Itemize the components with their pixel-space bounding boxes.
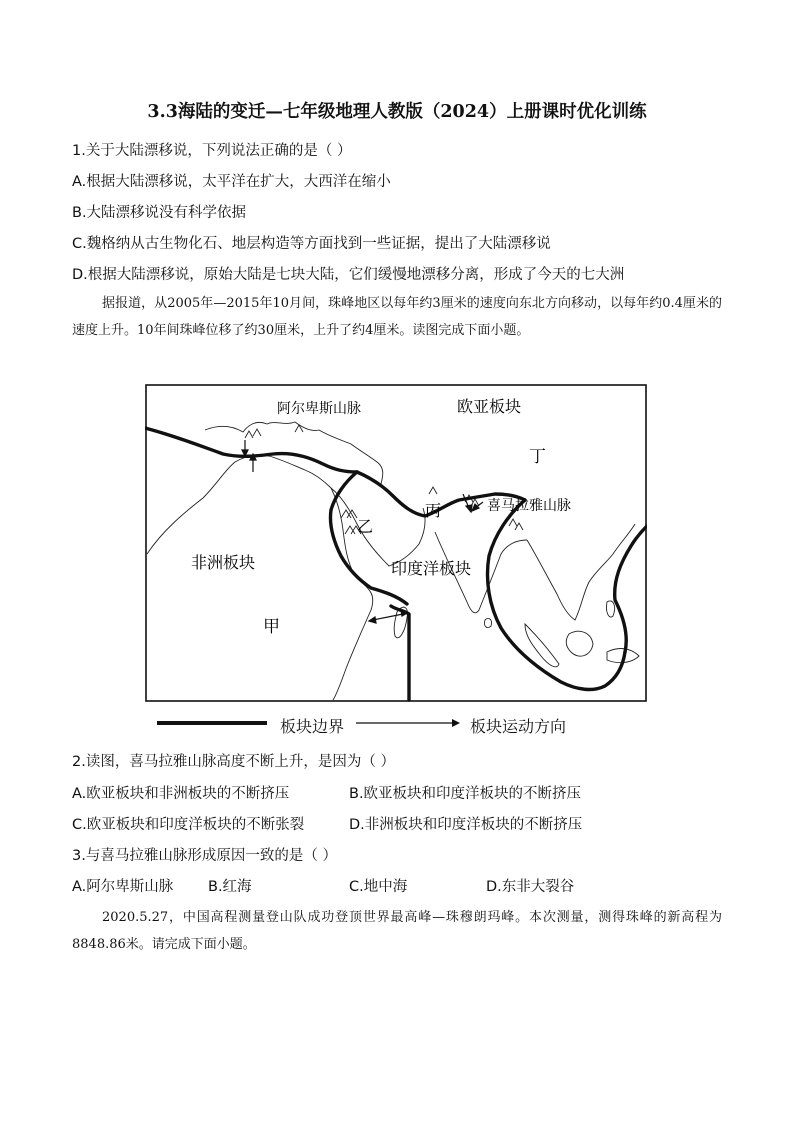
legend-boundary-label: 板块边界 xyxy=(280,717,345,736)
passage-1 xyxy=(72,290,722,344)
legend-motion-label: 板块运动方向 xyxy=(470,717,567,736)
label-bing: 丙 xyxy=(425,501,442,520)
label-africa-plate: 非洲板块 xyxy=(191,553,256,572)
label-yi: 乙 xyxy=(357,517,374,536)
q2-option-b: B.欧亚板块和印度洋板块的不断挤压 xyxy=(349,786,582,802)
q3-option-c: C.地中海 xyxy=(349,879,408,895)
q2-option-c: C.欧亚板块和印度洋板块的不断张裂 xyxy=(72,817,305,833)
q3-option-d: D.东非大裂谷 xyxy=(486,879,575,895)
passage-1-text: 据报道，从2005年—2015年10月间，珠峰地区以每年约3厘米的速度向东北方向移动，以每年约0.4厘米的速度上升。10年间珠峰位移了约30厘米，上升了约4厘米。读图完成下面小题。 xyxy=(72,296,722,338)
passage-2 xyxy=(72,904,722,958)
q1-option-b: B.大陆漂移说没有科学依据 xyxy=(72,205,247,221)
q3-stem: 3.与喜马拉雅山脉形成原因一致的是（ ） xyxy=(72,848,337,864)
q1-stem: 1.关于大陆漂移说，下列说法正确的是（ ） xyxy=(72,143,352,159)
q1-option-d: D.根据大陆漂移说，原始大陆是七块大陆，它们缓慢地漂移分离，形成了今天的七大洲 xyxy=(72,267,625,283)
passage-2-text: 2020.5.27，中国高程测量登山队成功登顶世界最高峰—珠穆朗玛峰。本次测量，测得珠峰的新高程为8848.86米。请完成下面小题。 xyxy=(72,910,722,952)
legend-boundary-swatch xyxy=(157,721,267,725)
q2-option-a: A.欧亚板块和非洲板块的不断挤压 xyxy=(72,786,290,802)
q3-option-a: A.阿尔卑斯山脉 xyxy=(72,879,174,895)
q3-option-b: B.红海 xyxy=(208,879,252,895)
q1-option-c: C.魏格纳从古生物化石、地层构造等方面找到一些证据，提出了大陆漂移说 xyxy=(72,236,551,252)
q2-stem: 2.读图，喜马拉雅山脉高度不断上升，是因为（ ） xyxy=(72,754,395,770)
q2-option-d: D.非洲板块和印度洋板块的不断挤压 xyxy=(349,817,583,833)
label-alps: 阿尔卑斯山脉 xyxy=(277,401,361,417)
q1-option-a: A.根据大陆漂移说，太平洋在扩大，大西洋在缩小 xyxy=(72,174,391,190)
map-frame xyxy=(146,385,646,701)
label-jia: 甲 xyxy=(263,617,280,637)
label-indian-plate: 印度洋板块 xyxy=(391,559,472,578)
label-himalaya: 喜马拉雅山脉 xyxy=(487,498,571,514)
page-title: 3.3海陆的变迁—七年级地理人教版（2024）上册课时优化训练 xyxy=(147,102,647,122)
legend-arrow-icon xyxy=(356,717,462,729)
label-ding: 丁 xyxy=(529,447,546,467)
label-eurasia-plate: 欧亚板块 xyxy=(457,397,522,416)
plate-map xyxy=(145,384,647,702)
